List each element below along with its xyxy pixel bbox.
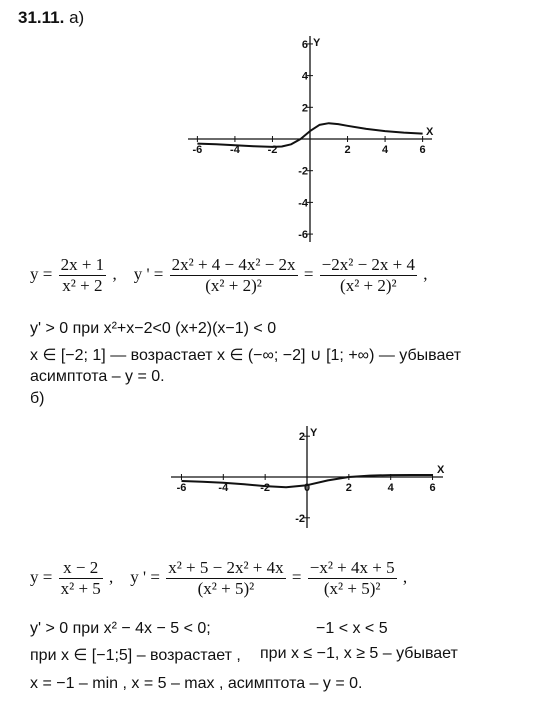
formula-b-end: , [402, 567, 408, 587]
part-b-label: б) [30, 390, 45, 407]
formula-b-y-denominator: x² + 5 [60, 579, 101, 598]
text-a-line2: x ∈ [−2; 1] — возрастает x ∈ (−∞; −2] ∪ [1; +∞) — убывает [30, 347, 462, 364]
x-tick-label: 0 [303, 482, 311, 494]
x-tick-label: -6 [176, 482, 187, 494]
problem-number: 31.11. [18, 8, 65, 27]
x-tick-label: 2 [345, 482, 352, 494]
formula-a-separator: , [112, 264, 117, 284]
text-b-line2-left: при x ∈ [−1;5] – возрастает , [30, 647, 241, 664]
y-tick-label: -2 [295, 512, 305, 525]
formula-b-dy2-numerator: −x² + 4x + 5 [309, 558, 395, 577]
chart-b [165, 420, 450, 535]
chart-b-plot [171, 426, 445, 528]
chart-a-plot [188, 36, 434, 242]
formula-b-y-numerator: x − 2 [59, 558, 103, 579]
text-b-line1-right: −1 < x < 5 [316, 620, 388, 637]
y-axis-label: Y [313, 37, 321, 49]
formula-b-dy2-fraction [308, 558, 397, 599]
formula-a-dy-fraction [170, 255, 298, 296]
y-tick-label: -6 [298, 229, 308, 242]
formula-b [30, 558, 407, 599]
formula-a-dy2-fraction [320, 255, 417, 296]
text-b-line3: x = −1 – min , x = 5 – max , асимптота – y = 0. [30, 675, 363, 692]
formula-a-dy2-numerator: −2x² − 2x + 4 [321, 255, 416, 274]
formula-b-separator: , [109, 567, 114, 587]
x-axis-label: X [426, 126, 434, 138]
x-tick-label: -4 [230, 144, 240, 156]
formula-a-equals: = [303, 264, 314, 284]
formula-a-end: , [423, 264, 428, 284]
formula-a [30, 255, 428, 296]
x-tick-label: 6 [419, 144, 426, 156]
x-tick-label: 4 [387, 482, 394, 494]
text-a-line3: асимптота – y = 0. [30, 368, 165, 385]
formula-b-dy-lhs: y ' = [130, 567, 160, 587]
formula-b-dy2-denominator: (x² + 5)² [323, 579, 381, 598]
formula-a-y-numerator: 2x + 1 [60, 255, 105, 274]
y-tick-label: 2 [301, 102, 308, 115]
y-tick-label: 6 [301, 38, 308, 51]
formula-a-y-fraction [59, 255, 107, 296]
formula-b-equals: = [291, 567, 302, 587]
formula-b-dy-numerator: x² + 5 − 2x² + 4x [168, 558, 284, 577]
part-a-label: а) [69, 8, 85, 27]
x-axis-label: X [437, 464, 445, 476]
formula-a-y-denominator: x² + 2 [62, 276, 103, 295]
formula-b-y-lhs: y = [30, 567, 53, 587]
x-tick-label: 6 [429, 482, 436, 494]
y-axis-label: Y [310, 427, 318, 439]
text-b-line1-left: y' > 0 при x² − 4x − 5 < 0; [30, 620, 211, 637]
formula-b-dy-denominator: (x² + 5)² [197, 579, 255, 598]
chart-a [180, 30, 440, 248]
formula-a-dy-numerator: 2x² + 4 − 4x² − 2x [171, 255, 296, 274]
problem-heading [18, 8, 84, 28]
formula-a-dy-lhs: y ' = [133, 264, 164, 284]
formula-b-dy-fraction [166, 558, 285, 599]
x-tick-label: 4 [382, 144, 389, 156]
formula-a-y-lhs: y = [30, 264, 53, 284]
y-tick-label: 2 [298, 431, 305, 444]
formula-a-dy2-denominator: (x² + 2)² [340, 276, 397, 295]
text-b-line2-right: при x ≤ −1, x ≥ 5 – убывает [260, 645, 458, 662]
y-tick-label: -4 [298, 197, 308, 210]
formula-a-dy-denominator: (x² + 2)² [205, 276, 262, 295]
x-tick-label: 2 [344, 144, 351, 156]
formula-b-y-fraction [59, 558, 103, 599]
text-a-line1: y' > 0 при x²+x−2<0 (x+2)(x−1) < 0 [30, 320, 277, 337]
x-tick-label: -2 [267, 144, 278, 156]
y-tick-label: 4 [301, 70, 308, 83]
x-tick-label: -4 [218, 482, 229, 494]
y-tick-label: -2 [298, 165, 308, 178]
x-tick-label: -2 [260, 482, 271, 494]
x-tick-label: -6 [192, 144, 203, 156]
